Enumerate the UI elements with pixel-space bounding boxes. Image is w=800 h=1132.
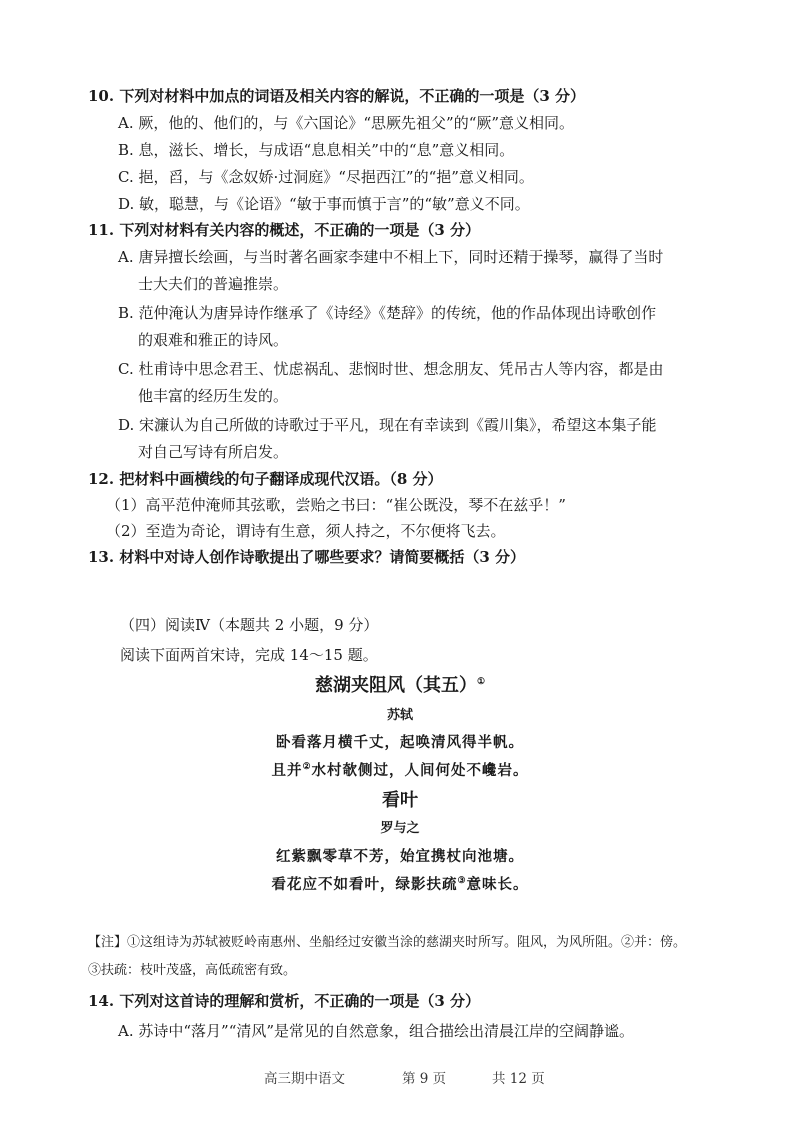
- q14-stem: 14. 下列对这首诗的理解和赏析，不正确的一项是（3 分）: [88, 992, 480, 1010]
- poem2-line2-part1: 看花应不如看叶，绿影扶疏: [271, 876, 458, 893]
- poem1-title: [0, 675, 800, 697]
- poem1-title-footnote-mark: ①: [476, 677, 486, 687]
- footer-subject: 高三期中语文: [264, 1071, 345, 1087]
- q13-stem: 13. 材料中对诗人创作诗歌提出了哪些要求？请简要概括（3 分）: [88, 548, 525, 566]
- poem2-author: 罗与之: [380, 821, 420, 836]
- q11-option-a-line1: A. 唐异擅长绘画，与当时著名画家李建中不相上下，同时还精于操琴，赢得了当时: [118, 248, 664, 266]
- poem2-line2-footnote-mark: ③: [457, 876, 467, 887]
- poem1-line1: 卧看落月横千丈，起唤清风得半帆。: [276, 734, 524, 751]
- q11-option-a-line2: 士大夫们的普遍推崇。: [138, 275, 289, 293]
- notes-line1: 【注】①这组诗为苏轼被贬岭南惠州、坐船经过安徽当涂的慈湖夹时所写。阻风，为风所阻。②并：傍。: [88, 935, 687, 950]
- section-instruction: 阅读下面两首宋诗，完成 14～15 题。: [120, 646, 378, 664]
- q11-option-d-line1: D. 宋濂认为自己所做的诗歌过于平凡，现在有幸读到《霞川集》，希望这本集子能: [118, 416, 657, 434]
- footer-page-number: 第 9 页: [402, 1071, 447, 1087]
- poem1-title-text: 慈湖夹阻风（其五）: [314, 675, 477, 696]
- poem2-line2: [0, 874, 800, 896]
- poem1-line2-footnote-mark: ②: [302, 762, 312, 773]
- q10-option-c: C. 挹，舀，与《念奴娇·过洞庭》“尽挹西江”的“挹”意义相同。: [118, 168, 534, 186]
- section-heading: （四）阅读Ⅳ（本题共 2 小题，9 分）: [120, 616, 379, 634]
- q12-item-2: （2）至造为奇论，谓诗有生意，须人持之，不尔便将飞去。: [106, 522, 506, 540]
- q12-item-1: （1）高平范仲淹师其弦歌，尝贻之书曰：“崔公既没，琴不在兹乎！”: [106, 496, 566, 514]
- footer-total-pages: 共 12 页: [492, 1071, 545, 1087]
- poem1-author: 苏轼: [386, 708, 413, 723]
- q10-option-d: D. 敏，聪慧，与《论语》“敏于事而慎于言”的“敏”意义不同。: [118, 195, 530, 213]
- poem2-line2-part2: 意味长。: [466, 876, 529, 893]
- q12-stem: 12. 把材料中画横线的句子翻译成现代汉语。（8 分）: [88, 470, 443, 488]
- q14-option-a: A. 苏诗中“落月”“清风”是常见的自然意象，组合描绘出清晨江岸的空阔静谧。: [118, 1022, 635, 1040]
- q10-stem: 10. 下列对材料中加点的词语及相关内容的解说，不正确的一项是（3 分）: [88, 87, 585, 105]
- q10-option-b: B. 息，滋长、增长，与成语“息息相关”中的“息”意义相同。: [118, 141, 515, 159]
- q10-option-a: A. 厥，他的、他们的，与《六国论》“思厥先祖父”的“厥”意义相同。: [118, 114, 575, 132]
- poem1-line2-part2: 水村欹侧过，人间何处不巉岩。: [311, 762, 529, 779]
- q11-option-d-line2: 对自己写诗有所启发。: [138, 443, 289, 461]
- q11-option-c-line1: C. 杜甫诗中思念君王、忧虑祸乱、悲悯时世、想念朋友、凭吊古人等内容，都是由: [118, 360, 664, 378]
- poem2-line1: 红紫飘零草不芳，始宜携杖向池塘。: [276, 848, 524, 865]
- poem1-line2-part1: 且并: [271, 762, 303, 779]
- q11-stem: 11. 下列对材料有关内容的概述，不正确的一项是（3 分）: [88, 221, 480, 239]
- poem2-title: 看叶: [382, 790, 418, 811]
- notes-line2: ③扶疏：枝叶茂盛，高低疏密有致。: [88, 963, 297, 978]
- q11-option-b-line2: 的艰难和雅正的诗风。: [138, 331, 289, 349]
- q11-option-b-line1: B. 范仲淹认为唐异诗作继承了《诗经》《楚辞》的传统，他的作品体现出诗歌创作: [118, 304, 657, 322]
- q11-option-c-line2: 他丰富的经历生发的。: [138, 387, 289, 405]
- poem1-line2: [0, 760, 800, 782]
